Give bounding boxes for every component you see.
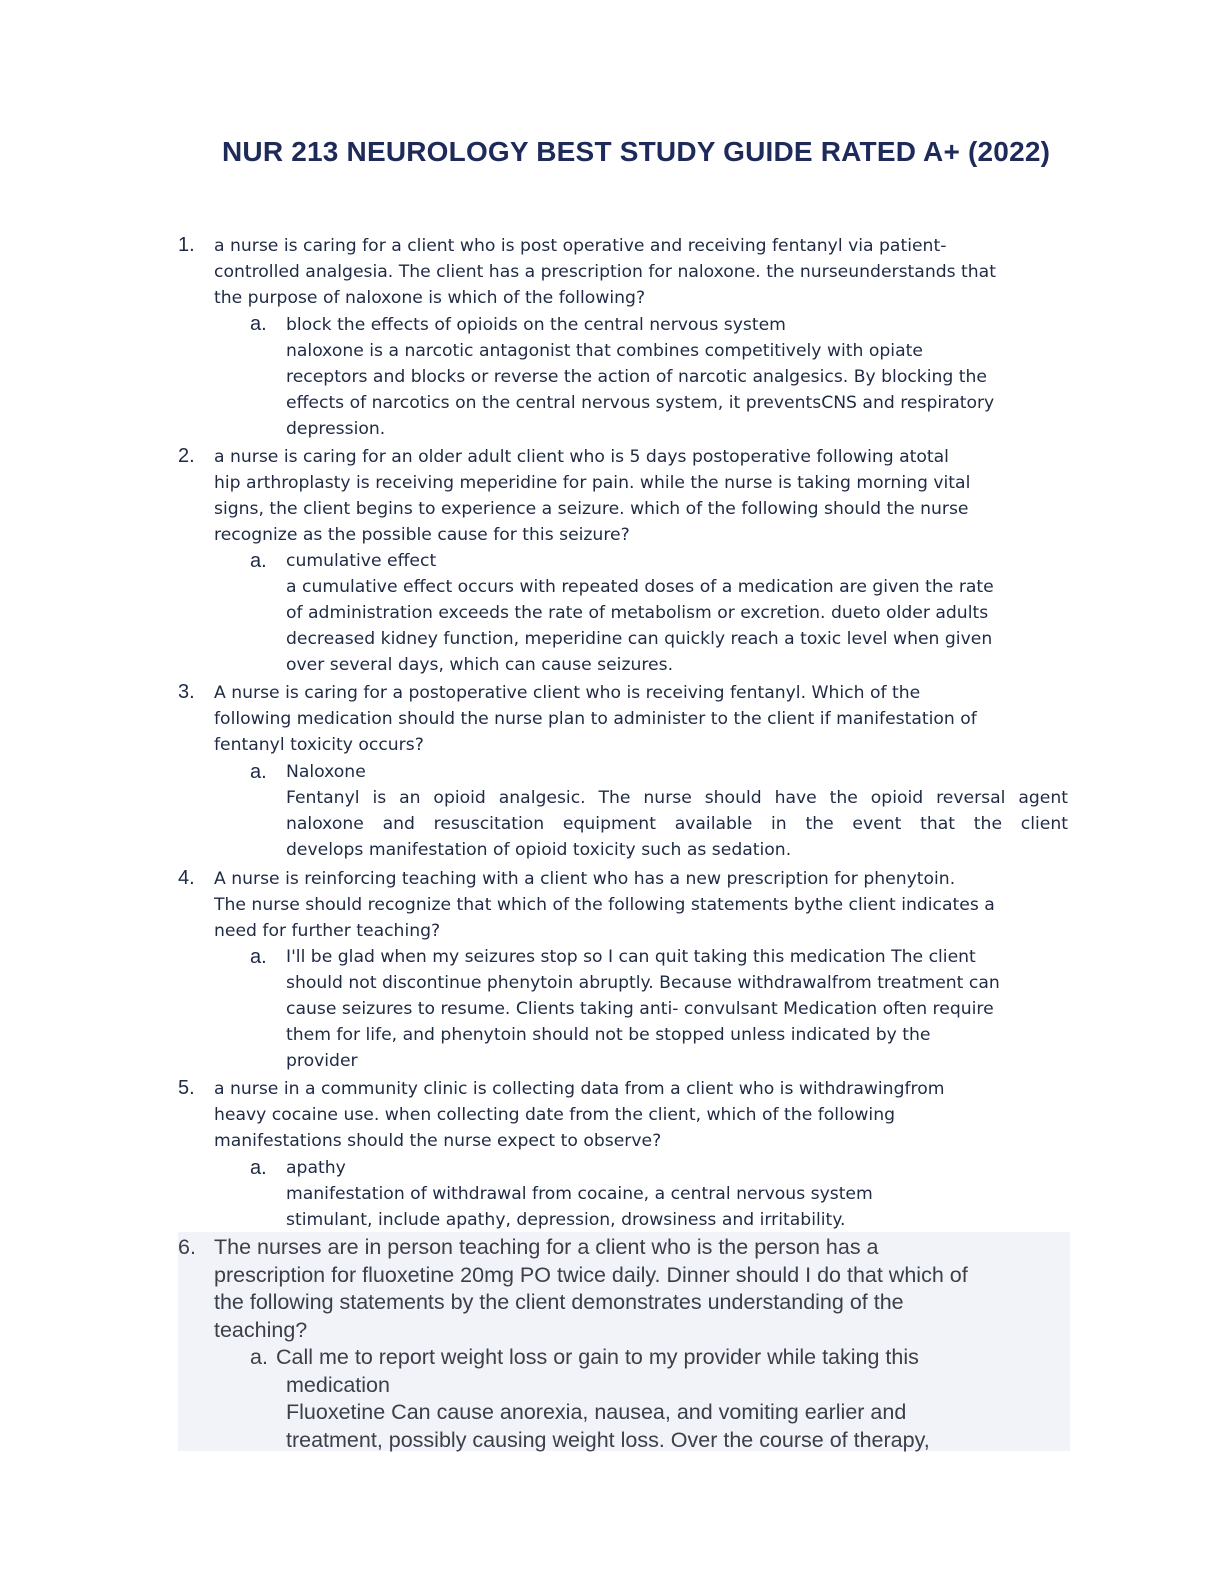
answer-line: apathy (286, 1158, 346, 1178)
answer-line: receptors and blocks or reverse the action of narcotic analgesics. By blocking the (286, 367, 988, 387)
answer-line: I'll be glad when my seizures stop so I can quit taking this medication The client (286, 947, 976, 967)
question-number: 2. (178, 445, 195, 467)
question-line: teaching? (214, 1317, 308, 1342)
question-number: 3. (178, 681, 195, 703)
answer-line: of administration exceeds the rate of metabolism or excretion. dueto older adults (286, 603, 989, 623)
question-line: A nurse is reinforcing teaching with a client who has a new prescription for phenytoin. (214, 869, 956, 889)
question-line: The nurses are in person teaching for a client who is the person has a (214, 1235, 879, 1259)
question-line: signs, the client begins to experience a seizure. which of the following should the nurse (214, 499, 969, 519)
answer-line: Fentanyl is an opioid analgesic. The nurse should have the opioid reversal agent (286, 788, 1068, 808)
question-text (214, 680, 1064, 758)
answer-text (286, 548, 1076, 678)
answer-line: treatment, possibly causing weight loss. Over the course of therapy, (286, 1427, 930, 1452)
answer-line: a cumulative effect occurs with repeated doses of a medication are given the rate (286, 577, 994, 597)
answer-line: should not discontinue phenytoin abruptly. Because withdrawalfrom treatment can (286, 973, 1000, 993)
answer-text (286, 944, 1076, 1074)
question-line: need for further teaching? (214, 921, 441, 941)
answer-text (286, 1372, 1076, 1455)
answer-line: depression. (286, 419, 386, 439)
question-line: fentanyl toxicity occurs? (214, 735, 424, 755)
answer-letter: a. (250, 313, 267, 335)
question-number: 6. (178, 1235, 196, 1259)
answer-letter: a. (250, 550, 267, 572)
answer-line: cumulative effect (286, 551, 437, 571)
answer-line: medication (286, 1372, 390, 1397)
question-text (214, 1076, 1064, 1154)
question-line: a nurse is caring for an older adult client who is 5 days postoperative following atotal (214, 447, 949, 467)
question-line: hip arthroplasty is receiving meperidine for pain. while the nurse is taking morning vital (214, 473, 971, 493)
question-number: 4. (178, 867, 195, 889)
answer-line: stimulant, include apathy, depression, drowsiness and irritability. (286, 1210, 846, 1230)
answer-line: effects of narcotics on the central nervous system, it preventsCNS and respiratory (286, 393, 995, 413)
answer-line: Fluoxetine Can cause anorexia, nausea, and vomiting earlier and (286, 1400, 907, 1424)
question-text (214, 444, 1064, 548)
question-line: the purpose of naloxone is which of the following? (214, 288, 646, 308)
answer-line: block the effects of opioids on the central nervous system (286, 315, 786, 335)
answer-line: them for life, and phenytoin should not be stopped unless indicated by the (286, 1025, 931, 1045)
question-line: A nurse is caring for a postoperative client who is receiving fentanyl. Which of the (214, 683, 921, 703)
question-line: following medication should the nurse plan to administer to the client if manifestation of (214, 709, 977, 729)
question-line: The nurse should recognize that which of the following statements bythe client indicates a (214, 895, 995, 915)
question-line: a nurse in a community clinic is collecting data from a client who is withdrawingfrom (214, 1079, 945, 1099)
question-line: heavy cocaine use. when collecting date from the client, which of the following (214, 1105, 895, 1125)
answer-line: naloxone and resuscitation equipment available in the event that the client (286, 814, 1068, 834)
answer-text (286, 312, 1076, 442)
answer-text (286, 759, 1076, 863)
answer-line: provider (286, 1051, 358, 1071)
question-line: the following statements by the client demonstrates understanding of the (214, 1290, 904, 1314)
answer-line: Call me to report weight loss or gain to my provider while taking this (276, 1345, 919, 1369)
answer-line: cause seizures to resume. Clients taking anti- convulsant Medication often require (286, 999, 994, 1019)
answer-line: manifestation of withdrawal from cocaine, a central nervous system (286, 1184, 873, 1204)
answer-line: decreased kidney function, meperidine can quickly reach a toxic level when given (286, 629, 993, 649)
answer-line: naloxone is a narcotic antagonist that combines competitively with opiate (286, 341, 923, 361)
answer-letter: a. (250, 1157, 267, 1179)
question-line: recognize as the possible cause for this seizure? (214, 525, 630, 545)
answer-letter: a. (250, 1345, 268, 1369)
question-line: a nurse is caring for a client who is post operative and receiving fentanyl via patient- (214, 236, 947, 256)
answer-line: over several days, which can cause seizures. (286, 655, 674, 675)
question-number: 5. (178, 1077, 195, 1099)
question-line: prescription for fluoxetine 20mg PO twice daily. Dinner should I do that which of (214, 1262, 968, 1287)
answer-text (286, 1155, 1076, 1233)
answer-letter: a. (250, 761, 267, 783)
answer-letter: a. (250, 946, 267, 968)
question-text (214, 1234, 1064, 1344)
question-line: manifestations should the nurse expect to observe? (214, 1131, 662, 1151)
question-text (214, 866, 1064, 944)
answer-line: develops manifestation of opioid toxicity such as sedation. (286, 840, 792, 860)
question-text (214, 233, 1064, 311)
question-line: controlled analgesia. The client has a prescription for naloxone. the nurseunderstands that (214, 262, 996, 282)
page-title: NUR 213 NEUROLOGY BEST STUDY GUIDE RATED A+ (2022) (222, 136, 1051, 167)
question-number: 1. (178, 234, 195, 256)
answer-line: Naloxone (286, 762, 366, 782)
answer-first-line (276, 1344, 1066, 1372)
